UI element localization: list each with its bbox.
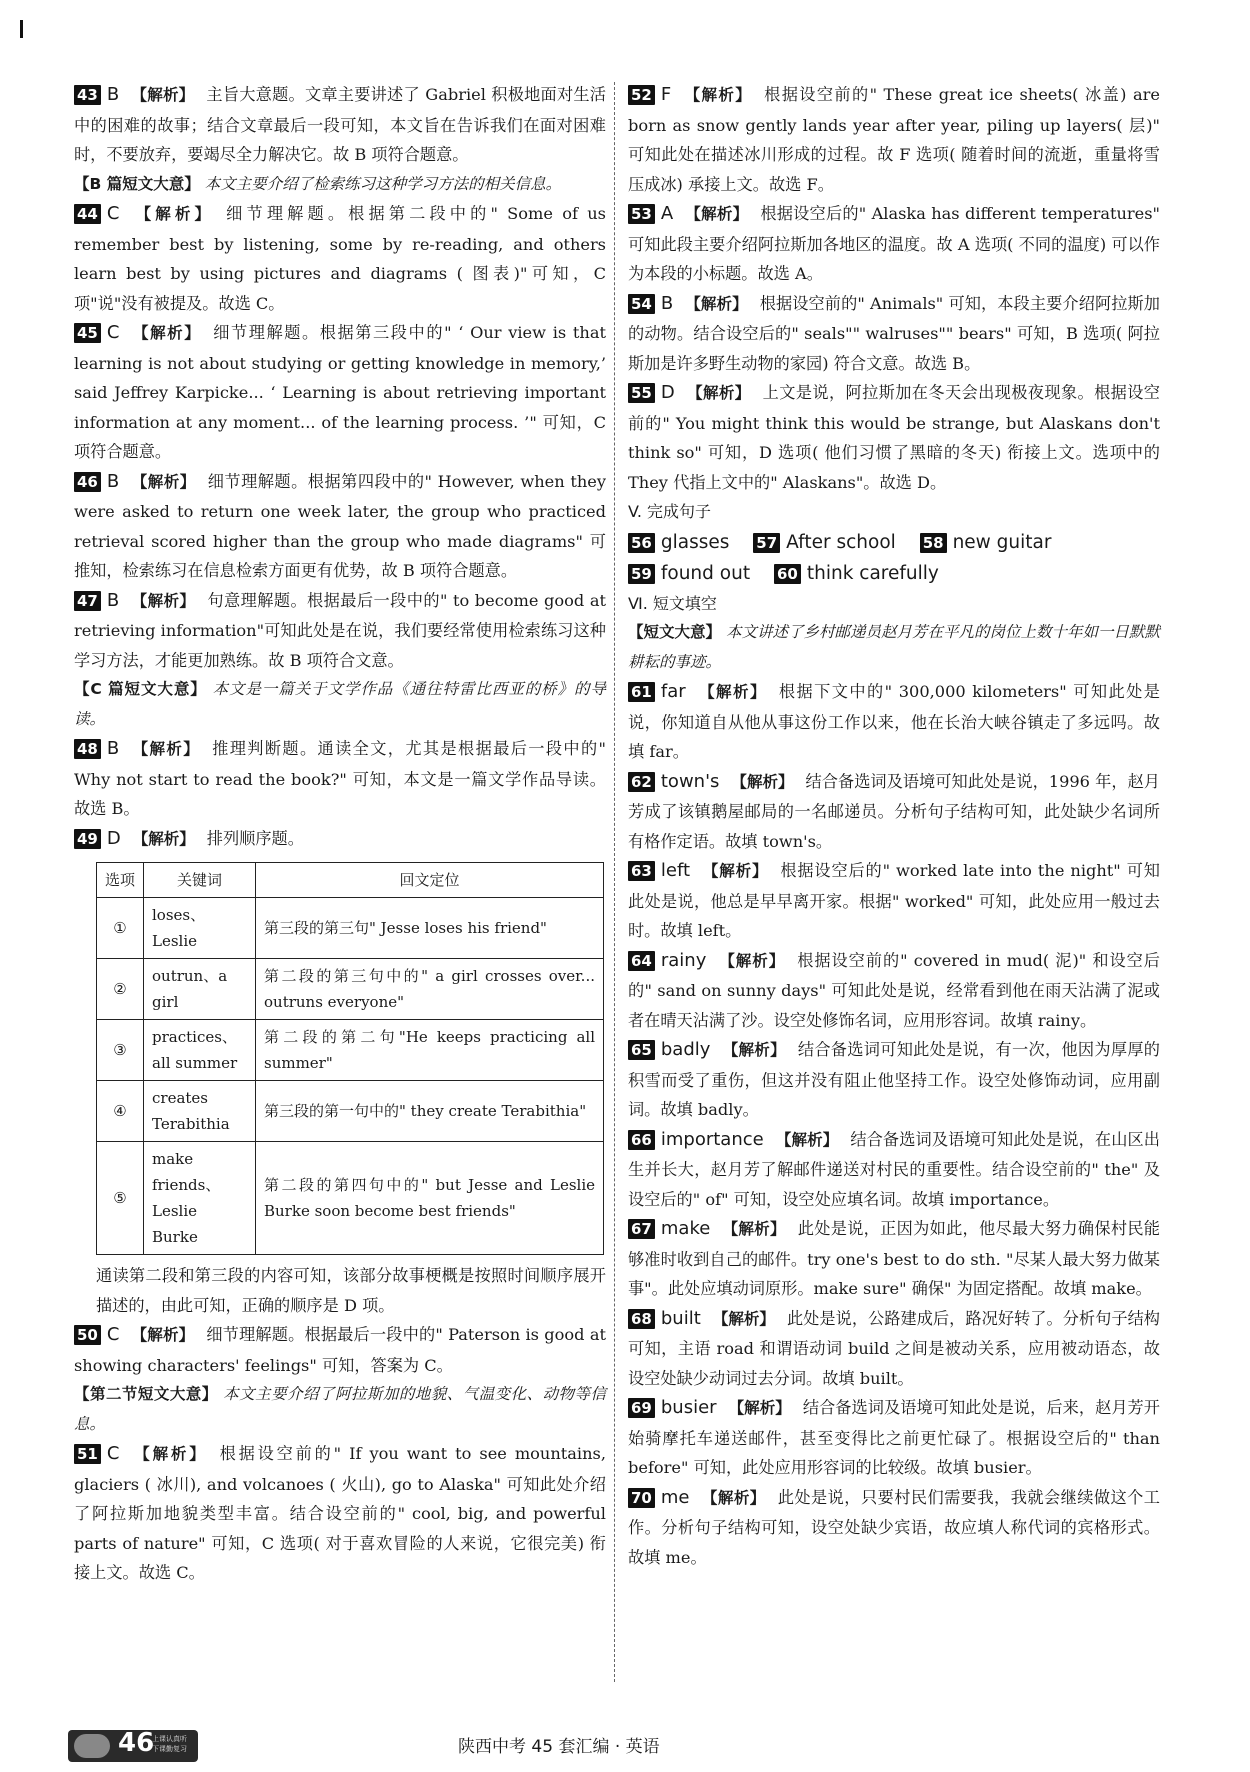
answer-44	[74, 199, 606, 318]
table-cell: 第二段的第三句中的" a girl crosses over... outruns everyone"	[256, 959, 604, 1020]
answer-letter: B	[106, 589, 120, 611]
table-header: 选项	[97, 863, 144, 898]
question-number: 66	[628, 1130, 655, 1150]
answer-55	[628, 378, 1160, 497]
analysis-text: 细节理解题。根据第三段中的" ‘ Our view is that learning is not about studying or getting knowledge in memory,’ said Jeffrey Karpicke... ‘ Learning is about retrieving important information at any moment... of the learning process. ’" 可知，C 项符合题意。	[74, 323, 606, 461]
summary-text: 本文是一篇关于文学作品《通往特雷比西亚的桥》的导读。	[74, 680, 606, 728]
analysis-tag: 【解析】	[131, 205, 215, 223]
analysis-text: 此处是说，公路建成后，路况好转了。分析句子结构可知，主语 road 和谓语动词 build 之间是被动关系，应用被动语态，故设空处缺少动词过去分词。故填 built。	[628, 1308, 1160, 1388]
corner-mark	[20, 20, 23, 38]
analysis-text: 此处是说，正因为如此，他尽最大努力确保村民能够准时收到自己的邮件。try one's best to do sth. "尽某人最大努力做某事"。此处应填动词原形。make sure" 确保" 为固定搭配。故填 make。	[628, 1219, 1160, 1298]
analysis-tag: 【解析】	[683, 86, 753, 104]
answer-69	[628, 1393, 1160, 1483]
question-number: 63	[628, 861, 655, 881]
question-number: 50	[74, 1325, 101, 1345]
question-number: 46	[74, 472, 101, 492]
question-number: 61	[628, 682, 655, 702]
answer-letter: B	[106, 470, 120, 492]
column-divider	[614, 82, 615, 1682]
page-number: 46	[118, 1728, 155, 1758]
analysis-text: 根据设空前的" Animals" 可知，本段主要介绍阿拉斯加的动物。结合设空后的" seals"" walruses"" bears" 可知，B 选项( 阿拉斯加是许多野生动物的家园) 符合文意。故选 B。	[628, 293, 1160, 373]
answer-word: far	[660, 681, 686, 702]
answer-48	[74, 734, 606, 824]
analysis-tag: 【解析】	[731, 772, 794, 791]
analysis-text: 根据下文中的" 300,000 kilometers" 可知此处是说，你知道自从他从事这份工作以来，他在长治大峡谷镇走了多远吗。故填 far。	[628, 682, 1160, 761]
right-column	[628, 80, 1160, 1572]
summary-title: 【C 篇短文大意】	[74, 680, 207, 698]
question-number: 45	[74, 323, 101, 343]
answer-word: importance	[660, 1128, 764, 1150]
question-number: 62	[628, 772, 655, 792]
table-row	[97, 1020, 604, 1081]
answer-67	[628, 1214, 1160, 1304]
summary-title: 【短文大意】	[628, 623, 722, 641]
question-number: 52	[628, 85, 655, 105]
fill-item	[920, 532, 1052, 553]
answer-word: busier	[660, 1397, 717, 1418]
question-number: 54	[628, 294, 655, 314]
question-number: 59	[628, 564, 655, 584]
page-badge	[68, 1730, 198, 1762]
answer-53	[628, 199, 1160, 289]
analysis-text: 细节理解题。根据最后一段中的" Paterson is good at showing characters' feelings" 可知，答案为 C。	[74, 1325, 606, 1375]
answer-word: badly	[660, 1039, 711, 1060]
analysis-text: 主旨大意题。文章主要讲述了 Gabriel 积极地面对生活中的困难的故事；结合文章最后一段可知，本文旨在告诉我们在面对困难时，不要放弃，要竭尽全力解决它。故 B 项符合题意。	[74, 85, 606, 164]
summary-text: 本文讲述了乡村邮递员赵月芳在平凡的岗位上数十年如一日默默耕耘的事迹。	[628, 623, 1160, 671]
answer-letter: C	[106, 322, 120, 343]
slogan-line: 上课认真听	[152, 1735, 187, 1743]
analysis-tag: 【解析】	[131, 740, 201, 758]
table-header: 关键词	[144, 863, 256, 898]
table-cell: ④	[97, 1081, 144, 1142]
question-number: 55	[628, 383, 655, 403]
analysis-tag: 【解析】	[722, 1041, 786, 1059]
table-cell: ③	[97, 1020, 144, 1081]
question-number: 69	[628, 1398, 655, 1418]
table-cell: practices、 all summer	[144, 1020, 256, 1081]
fill-item	[753, 532, 896, 553]
answer-43	[74, 80, 606, 170]
table-row	[97, 898, 604, 959]
table-row	[97, 1081, 604, 1142]
answer-letter: C	[106, 1443, 120, 1464]
answer-49-conclusion	[74, 1261, 606, 1320]
analysis-text: 结合备选词及语境可知此处是说，在山区出生并长大，赵月芳了解邮件递送对村民的重要性。结合设空前的" the" 及设空后的" of" 可知，设空处应填名词。故填 importance。	[628, 1129, 1160, 1209]
badge-slogan	[152, 1734, 187, 1754]
analysis-text: 细节理解题。根据第二段中的" Some of us remember best by listening, some by re-reading, and others learn best by using pictures and diagrams ( 图表)"可知，C 项"说"没有被提及。故选 C。	[74, 204, 606, 313]
question-number: 43	[74, 85, 101, 105]
analysis-text: 此处是说，只要村民们需要我，我就会继续做这个工作。分析句子结构可知，设空处缺少宾语，故应填人称代词的宾格形式。故填 me。	[628, 1487, 1160, 1567]
table-cell: loses、Leslie	[144, 898, 256, 959]
answer-word: left	[660, 860, 691, 881]
answer-61	[628, 677, 1160, 767]
answer-word: me	[660, 1486, 690, 1508]
answer-66	[628, 1125, 1160, 1215]
table-header-row	[97, 863, 604, 898]
answer-letter: A	[660, 203, 674, 224]
analysis-text: 结合备选词及语境可知此处是说，1996 年，赵月芳成了该镇鹅屋邮局的一名邮递员。分析句子结构可知，此处缺少名词所有格作定语。故填 town's。	[628, 771, 1160, 851]
answer-word: rainy	[660, 949, 707, 971]
fill-item	[628, 563, 750, 584]
answer-70	[628, 1483, 1160, 1573]
analysis-text: 通读第二段和第三段的内容可知，该部分故事梗概是按照时间顺序展开描述的，由此可知，正确的顺序是 D 项。	[96, 1266, 606, 1315]
analysis-tag: 【解析】	[697, 683, 767, 701]
question-number: 49	[74, 829, 101, 849]
analysis-tag: 【解析】	[131, 1326, 195, 1344]
analysis-tag: 【解析】	[686, 384, 751, 402]
section-heading-v: V. 完成句子	[628, 502, 712, 521]
summary-section2	[74, 1380, 606, 1439]
summary-b	[74, 170, 606, 200]
order-table	[96, 862, 604, 1255]
analysis-tag: 【解析】	[131, 472, 196, 491]
analysis-text: 根据设空前的" covered in mud( 泥)" 和设空后的" sand on sunny days" 可知此处是说，经常看到他在雨天沾满了泥或者在晴天沾满了沙。设空处修饰名词，应用形容词。故填 rainy。	[628, 950, 1160, 1030]
fill-word: new guitar	[952, 531, 1052, 553]
table-cell: ⑤	[97, 1142, 144, 1255]
analysis-tag: 【解析】	[685, 205, 749, 223]
slogan-line: 下课勤复习	[152, 1745, 187, 1753]
analysis-tag: 【解析】	[685, 294, 748, 313]
analysis-text: 细节理解题。根据第四段中的" However, when they were asked to return one week later, the group who practiced retrieval scored higher than the group who made diagrams" 可推知，检索练习在信息检索方面更有优势，故 B 项符合题意。	[74, 471, 606, 580]
fill-answers	[628, 527, 1160, 589]
answer-63	[628, 856, 1160, 946]
answer-letter: D	[660, 382, 675, 403]
analysis-text: 根据设空后的" Alaska has different temperatures" 可知此段主要介绍阿拉斯加各地区的温度。故 A 选项( 不同的温度) 可以作为本段的小标题。故选 A。	[628, 204, 1160, 283]
summary-c	[74, 675, 606, 734]
book-title: 陕西中考 45 套汇编 · 英语	[458, 1737, 660, 1757]
fill-item	[774, 563, 939, 584]
question-number: 57	[753, 533, 780, 553]
table-cell: 第二段的第四句中的" but Jesse and Leslie Burke soon become best friends"	[256, 1142, 604, 1255]
answer-46	[74, 467, 606, 586]
answer-50	[74, 1320, 606, 1380]
answer-45	[74, 318, 606, 467]
analysis-tag: 【解析】	[701, 1488, 766, 1507]
question-number: 58	[920, 533, 947, 553]
summary-text: 本文主要介绍了检索练习这种学习方法的相关信息。	[204, 174, 562, 193]
analysis-tag: 【解析】	[722, 1220, 786, 1238]
question-number: 44	[74, 204, 101, 224]
answer-54	[628, 289, 1160, 379]
question-number: 53	[628, 204, 655, 224]
analysis-tag: 【解析】	[775, 1130, 839, 1149]
left-column	[74, 80, 606, 1588]
fill-word: After school	[786, 531, 896, 553]
answer-65	[628, 1035, 1160, 1125]
answer-47	[74, 586, 606, 676]
table-cell: 第二段的第二句"He keeps practicing all summer"	[256, 1020, 604, 1081]
table-row	[97, 1142, 604, 1255]
answer-51	[74, 1439, 606, 1588]
answer-word: built	[660, 1307, 701, 1329]
analysis-text: 根据设空前的" These great ice sheets( 冰盖) are born as snow gently lands year after year, piling up layers( 层)" 可知此处在描述冰川形成的过程。故 F 选项( 随着时间的流逝，重量将雪压成冰) 承接上文。故选 F。	[628, 85, 1160, 194]
answer-letter: B	[106, 84, 120, 105]
answer-letter: C	[106, 203, 120, 224]
question-number: 47	[74, 591, 101, 611]
analysis-text: 结合备选词可知此处是说，有一次，他因为厚厚的积雪而受了重伤，但这并没有阻止他坚持工作。设空处修饰动词，应用副词。故填 badly。	[628, 1040, 1160, 1119]
analysis-tag: 【解析】	[132, 829, 195, 848]
analysis-tag: 【解析】	[131, 324, 202, 342]
page-footer	[68, 1730, 1188, 1764]
analysis-text: 根据设空前的" If you want to see mountains, glaciers ( 冰川), and volcanoes ( 火山), go to Alaska" 可知此处介绍了阿拉斯加地貌类型丰富。结合设空前的" cool, big, and powerful parts of nature" 可知，C 选项( 对于喜欢冒险的人来说，它很完美) 衔接上文。故选 C。	[74, 1444, 606, 1582]
table-header: 回文定位	[256, 863, 604, 898]
answer-word: make	[660, 1218, 711, 1239]
table-cell: outrun、a girl	[144, 959, 256, 1020]
answer-letter: C	[106, 1324, 120, 1345]
summary-title: 【B 篇短文大意】	[74, 174, 200, 193]
fill-word: glasses	[660, 531, 730, 553]
table-cell: creates Terabithia	[144, 1081, 256, 1142]
analysis-text: 排列顺序题。	[206, 828, 304, 848]
table-cell: 第三段的第一句中的" they create Terabithia"	[256, 1081, 604, 1142]
analysis-tag: 【解析】	[718, 951, 786, 970]
question-number: 64	[628, 951, 655, 971]
summary-text: 本文主要介绍了阿拉斯加的地貌、气温变化、动物等信息。	[74, 1385, 606, 1433]
table-row	[97, 959, 604, 1020]
answer-62	[628, 767, 1160, 857]
analysis-text: 根据设空后的" worked late into the night" 可知此处是说，他总是早早离开家。根据" worked" 可知，此处应用一般过去时。故填 left。	[628, 861, 1160, 940]
fill-word: think carefully	[806, 562, 939, 584]
mascot-icon	[74, 1734, 110, 1758]
answer-52	[628, 80, 1160, 199]
question-number: 60	[774, 564, 801, 584]
answer-letter: D	[106, 827, 121, 849]
question-number: 70	[628, 1488, 655, 1508]
section-heading-vi: Ⅵ. 短文填空	[628, 593, 717, 613]
question-number: 51	[74, 1444, 101, 1464]
question-number: 56	[628, 533, 655, 553]
table-cell: make friends、 Leslie Burke	[144, 1142, 256, 1255]
answer-letter: F	[660, 84, 672, 105]
analysis-tag: 【解析】	[131, 1445, 208, 1463]
answer-64	[628, 946, 1160, 1036]
question-number: 65	[628, 1040, 655, 1060]
question-number: 48	[74, 739, 101, 759]
analysis-text: 句意理解题。根据最后一段中的" to become good at retrieving information"可知此处是在说，我们要经常使用检索练习这种学习方法，才能更加熟练。故 B 项符合文意。	[74, 590, 606, 670]
analysis-text: 结合备选词及语境可知此处是说，后来，赵月芳开始骑摩托车递送邮件，甚至变得比之前更忙碌了。根据设空后的" than before" 可知，此处应用形容词的比较级。故填 busier。	[628, 1398, 1160, 1477]
table-cell: ①	[97, 898, 144, 959]
analysis-tag: 【解析】	[702, 862, 769, 880]
summary-title: 【第二节短文大意】	[74, 1385, 218, 1403]
answer-letter: B	[106, 738, 120, 759]
answer-49	[74, 824, 606, 855]
analysis-tag: 【解析】	[712, 1309, 775, 1328]
analysis-text: 推理判断题。通读全文，尤其是根据最后一段中的" Why not start to read the book?" 可知，本文是一篇文学作品导读。故选 B。	[74, 739, 606, 818]
analysis-tag: 【解析】	[131, 591, 196, 610]
fill-item	[628, 532, 729, 553]
table-cell: 第三段的第三句" Jesse loses his friend"	[256, 898, 604, 959]
analysis-text: 上文是说，阿拉斯加在冬天会出现极夜现象。根据设空前的" You might think this would be strange, but Alaskans don't think so" 可知，D 选项( 他们习惯了黑暗的冬天) 衔接上文。选项中的 They 代指上文中的" Alaskans"。故选 D。	[628, 383, 1160, 492]
summary-vi	[628, 618, 1160, 677]
analysis-tag: 【解析】	[131, 86, 195, 104]
question-number: 68	[628, 1309, 655, 1329]
question-number: 67	[628, 1219, 655, 1239]
answer-68	[628, 1304, 1160, 1394]
analysis-tag: 【解析】	[728, 1399, 791, 1417]
fill-word: found out	[660, 562, 751, 584]
table-cell: ②	[97, 959, 144, 1020]
answer-letter: B	[660, 292, 674, 314]
answer-word: town's	[660, 770, 720, 792]
